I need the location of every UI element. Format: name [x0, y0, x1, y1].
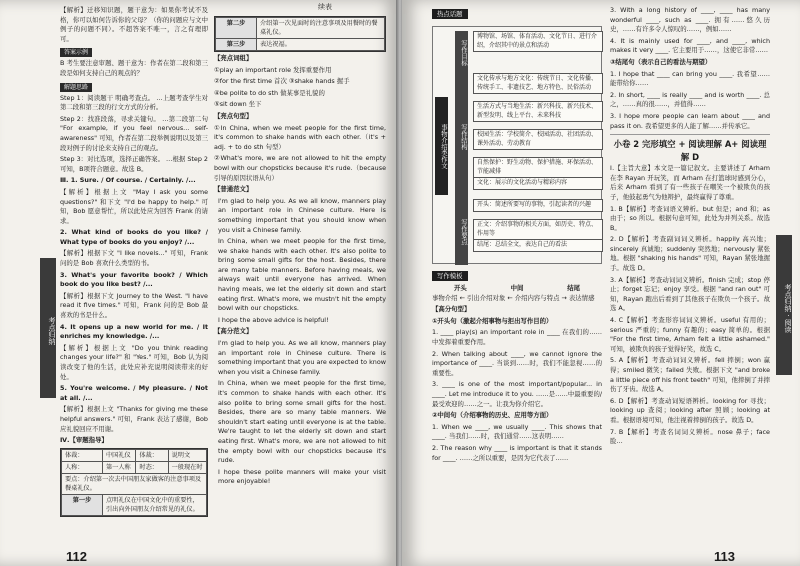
continued-label: 续表 [318, 3, 332, 11]
item-5-analysis: 【解析】根据上文 "Thanks for giving me these helpful answers." 可知，Frank 表达了感谢，Bob 应礼貌回应不用谢。 [60, 405, 208, 433]
page-number-right: 113 [714, 549, 735, 564]
answer-text: B 考生要注意审题、题干意为：作者在第二段和第三段是如何支持自己的观点的？ [60, 59, 208, 77]
section-iv: Ⅳ.【审题指导】 [60, 436, 108, 445]
template-col-head: 中间 [510, 284, 524, 292]
left-page [0, 0, 398, 566]
key-sentences-tag: 【亮点句型】 [214, 111, 253, 120]
right-column-2 [610, 6, 770, 449]
steps-row [216, 39, 385, 51]
template-line: 2. In short, ____ is really ____ and is worth ____. 总之，……真的很……，并值得…… [610, 90, 770, 109]
template-line: 2. When talking about ____, we cannot ignore the importance of ____. 当谈到……时，我们不能忽视……的重要性。 [432, 349, 602, 377]
template-line: 1. I hope that ____ can bring you ____. 我希望……能带给你…… [610, 69, 770, 88]
branch-2-item: 自然保护：野生动物、保护措施、环保活动、节能减排 [473, 157, 603, 178]
guide-row [62, 449, 207, 461]
template-subtag: 【高分句型】 [432, 305, 471, 314]
branch-3-item: 结尾：总结全文，表达自己的看法 [473, 239, 603, 252]
left-column-2 [214, 14, 386, 489]
key-sentence: ②What's more, we are not allowed to hit the empty bowl with our chopsticks because it's rude.（because 引导的原因状语从句） [214, 154, 386, 182]
sample-paragraph: I'm glad to help you. As we all know, manners play an important role in Chinese culture. Here is something important that you should know when you visit a Chinese family. [218, 196, 386, 234]
step-2: Step 2：找准段落，寻求关键句。 …第二段第二句 "For example, if you feel nervous... self-awareness" 可知，作者在第二段举例说明以及第三段对例子的讨论来支持自己的观点。 [60, 114, 208, 152]
advanced-tag: 【高分范文】 [214, 327, 253, 336]
template-line: 3. ____ is one of the most important/popular... in ____. Let me introduce it to you. ……是……中最重要的/最受欢迎的……之一。让我为你介绍它。 [432, 380, 602, 408]
guide-value: 说明文 [168, 449, 206, 461]
first-step-label: 第一步 [62, 494, 103, 515]
template-line: ③结尾句（表示自己的看法与期望） [610, 57, 712, 66]
topic-mindmap [432, 26, 602, 264]
step-1: Step 1：阅读题干 明确考查点。 …上题考查学生对第二段和第三段的行文方式的分析。 [60, 93, 208, 112]
template-line: 1. ____ play(s) an important role in ____ 在我们的……中发挥着重要作用。 [432, 328, 602, 346]
branch-2-item: 文化传承与地方文化：传统节日、文化传播、传统手工、非遗技艺、地方特色、民俗活动 [473, 73, 603, 94]
guide-points: 要点：介绍第一次去中国朋友家做客的注意事项及餐桌礼仪。 [62, 473, 207, 494]
template-col-head: 结尾 [567, 284, 581, 292]
phrase: ②for the first time 首次 ③shake hands 握手 [214, 77, 350, 86]
first-step-text: 点明礼仪在中国文化中的重要性，引出向外国朋友介绍常见的礼仪。 [103, 494, 207, 515]
advanced-paragraph: I'm glad to help you. As we all know, manners play an important role in Chinese culture. There is something important that you are expected to know when you visit a Chinese family. [218, 339, 386, 376]
item-5: 5. You're welcome. / My pleasure. / Not at all. /... [60, 384, 208, 402]
branch-1-label: 写作目标 [455, 31, 468, 75]
answer-item: 7. B【解析】考查名词词义辨析。nose 鼻子；face 脸… [610, 427, 770, 446]
key-sentence: ①In China, when we meet people for the first time, it's common to shake hands with each other.（it's + adj. + to do sth 句型） [214, 123, 386, 151]
left-side-tab: 考点归纳 [40, 258, 56, 398]
intro-analysis: 【解析】迁移知识题，题干意为：如果你考试不及格，你可以如何告诉你的父母？（你的问题应与文中例子的问题不同）。不超答案不唯一，言之有理即可。 [60, 6, 208, 43]
branch-3-item: 正文：介绍事物的相关方面，如历史、特点、作用等 [473, 219, 603, 240]
guide-row [62, 494, 207, 515]
guide-label: 时态： [136, 461, 168, 473]
guide-label: 人称： [62, 461, 103, 473]
steps-table [214, 16, 386, 52]
step-3: Step 3：对比选项，选择正确答案。 …根据 Step 2 可知，B项符合题意。故选 B。 [60, 155, 208, 173]
guide-table [60, 448, 208, 517]
template-intro: 事物介绍 ← 引出介绍对象 ← 介绍内容与特点 → 表达情感 [432, 293, 595, 302]
template-col-head: 开头 [453, 284, 467, 292]
guide-label: 体裁： [62, 449, 103, 461]
hot-topic-tag: 热点话题 [432, 9, 468, 19]
item-2: 2. What kind of books do you like? / What type of books do you enjoy? /... [60, 228, 208, 246]
answer-item: 2. D【解析】考查副词词义辨析。happily 高兴地；sincerely 真诚地；suddenly 突然地；nervously 紧张地。根据 "shaking his hands" 可知，Rayan 紧张地握手。故选 D。 [610, 235, 770, 273]
answer-ideas-tag: 解题思路 [60, 83, 92, 92]
branch-3-label: 写作要点 [455, 199, 468, 265]
item-3-analysis: 【解析】根据下文 Journey to the West. "I have read it five times." 可知，Frank 问的是 Bob 最喜欢的书是什么。 [60, 291, 208, 320]
right-side-tab: 考点归纳 · 阅读 [776, 235, 792, 375]
guide-row [62, 461, 207, 473]
template-line: ②中间句（介绍事物的历史、应用等方面） [432, 411, 553, 420]
item-1-analysis: 【解析】根据上文 "May I ask you some questions?" 和下文 "I'd be happy to help." 可知，Bob 愿意帮忙，所以此处应为回答 Frank 的请求。 [60, 187, 208, 225]
right-page [402, 0, 800, 566]
branch-2-item: 文化：展示的文化活动与精彩内容 [473, 177, 603, 190]
answer-item: 5. A【解析】考查动词词义辨析。fell 摔倒；won 赢得；smiled 微笑；failed 失败。根据下文 "and broke a little piece off his front teeth" 可知，他摔倒了并摔伤了牙齿。故选 A。 [610, 356, 770, 394]
answer-item: 3. A【解析】考查动词词义辨析。finish 完成；stop 停止；forget 忘记；enjoy 享受。根据 "and ran out" 可知，Rayan 跑出后看到了其他孩子在欺负一个孩子。故选 A。 [610, 275, 770, 313]
key-phrases-tag: 【亮点词组】 [214, 54, 253, 62]
guide-value: 中国礼仪 [103, 449, 136, 461]
phrase: ④be polite to do sth 做某事是礼貌的 [214, 88, 325, 97]
advanced-paragraph: In China, when we meet people for the first time, it's common to shake hands with each other. It's also polite to bring some small gifts for the host. Besides, there are so many table manners. We shouldn't start eating until everyone is at the table. We're taught to let the elderly sit down and start eating first. What's more, we are not allowed to hit the empty bowl with our chopsticks because it's rude. [218, 379, 386, 465]
branch-2-item: 生活方式与当地生活：新兴科技、新兴技术、新型发明、线上平台、未来科技 [473, 101, 603, 122]
branch-3-item: 开头：简述所要写的事物，引起读者的兴趣 [473, 199, 603, 212]
item-3: 3. What's your favorite book? / Which book do you like best? /... [60, 270, 208, 289]
mindmap-center: 事物介绍类作文 [435, 97, 448, 195]
template-line: 3. I hope more people can learn about ____ and pass it on. 我希望更多的人能了解……并传承它。 [610, 111, 770, 130]
right-column-1 [432, 6, 602, 465]
answer-tag: 答案示例 [60, 48, 92, 57]
section-iii: Ⅲ. 1. Sure. / Of course. / Certainly. /... [60, 176, 196, 185]
sample-tag: 【普通范文】 [214, 185, 253, 194]
writing-template-tag: 写作模板 [432, 271, 468, 281]
step-text: 介绍第一次见面时的注意事项及用餐时的餐桌礼仪。 [257, 18, 385, 39]
template-line: 2. The reason why ____ is important is that it stands for ____. ……之所以重要，是因为它代表了…… [432, 443, 602, 462]
advanced-paragraph: I hope these polite manners will make your visit more enjoyable! [218, 467, 386, 486]
left-column-1 [60, 6, 208, 519]
sample-paragraph: In China, when we meet people for the first time, we shake hands with each other. It's also polite to bring some small gifts for the host. Besides, there are many table manners. Before having meals, we always wait until everyone has arrived. When having meals, we let the elderly sit down and start eating first. What's more, we mustn't hit the empty bowl with our chopsticks. [218, 237, 386, 313]
guide-row [62, 473, 207, 494]
template-line: 3. With a long history of ____, ____ has many wonderful ____, such as ____. 拥有……悠久历史，……有许多令人惊叹的……，例如…… [610, 6, 770, 34]
template-line: 1. When we ____, we usually ____. This shows that ____. 当我们……时，我们通常……这表明…… [432, 422, 602, 441]
guide-value: 一般现在时 [168, 461, 206, 473]
step-head: 第二步 [216, 18, 257, 39]
answer-item: 6. D【解析】考查动词短语辨析。looking for 寻找；looking up 查阅；looking after 照顾；looking at 看。根据语境可知，他注视着摔倒的孩子。故选 D。 [610, 396, 770, 424]
step-text: 表达祝福。 [257, 39, 385, 51]
branch-2-item: 校园生活：学校简介、校园活动、社团活动、课外活动、劳动教育 [473, 129, 603, 150]
template-columns [432, 284, 602, 294]
template-line: ①开头句（激起介绍事物与拒出写作目的） [432, 316, 553, 325]
answer-item: 4. C【解析】考查形容词词义辨析。useful 有用的；serious 严重的；funny 有趣的；easy 简单的。根据 "For the first time, Arham felt a little ashamed." 可知，被欺负的孩子觉得好笑，故选 C。 [610, 316, 770, 353]
item-4: 4. It opens up a new world for me. / It enriches my knowledge. /... [60, 322, 208, 341]
item-2-analysis: 【解析】根据下文 "I like novels..." 可知，Frank 问的是 Bob 喜欢什么类型的书。 [60, 249, 208, 268]
guide-value: 第一人称 [103, 461, 136, 473]
template-line: 4. It is mainly used for ____, and ____, which makes it very ____. 它主要用于……，这使它非常…… [610, 36, 770, 55]
page-number-left: 112 [66, 549, 87, 564]
answer-item: 1. B【解析】考查词语义辨析。but 但是；and 和；as 由于；so 所以。根据句意可知，此处为并列关系。故选 B。 [610, 204, 770, 232]
steps-row [216, 18, 385, 39]
branch-2-label: 写作结构 [455, 73, 468, 201]
section-i-summary: Ⅰ.【主旨大意】本文是一篇记叙文。主要讲述了 Arham 在李 Rayan 开玩笑，而 Arham 在打篮球时感到分心，后来 Arham 看到了有一些孩子在嘲笑一个被欺负的孩子，他鼓起勇气为他辩护，最终赢得了尊重。 [610, 164, 770, 201]
phrase: ⑤sit down 坐下 [214, 100, 262, 109]
unit-title: 小卷 2 完形填空 + 阅读理解 A+ 阅读理解 D [613, 139, 767, 163]
divider [610, 134, 770, 135]
guide-label: 体裁： [136, 449, 168, 461]
sample-paragraph: I hope the above advice is helpful! [218, 315, 329, 324]
step-head: 第三步 [216, 39, 257, 51]
item-4-analysis: 【解析】根据上文 "Do you think reading changes your life?" 和 "Yes." 可知，Bob 认为阅读改变了他的生活，此处应补充说明阅读带来的好处。 [60, 343, 208, 381]
phrase: ①play an important role 发挥重要作用 [214, 65, 332, 74]
branch-1-text: 博物馆、场馆、体育活动、文化节日、进行介绍，介绍其中的景点和活动 [473, 31, 603, 52]
